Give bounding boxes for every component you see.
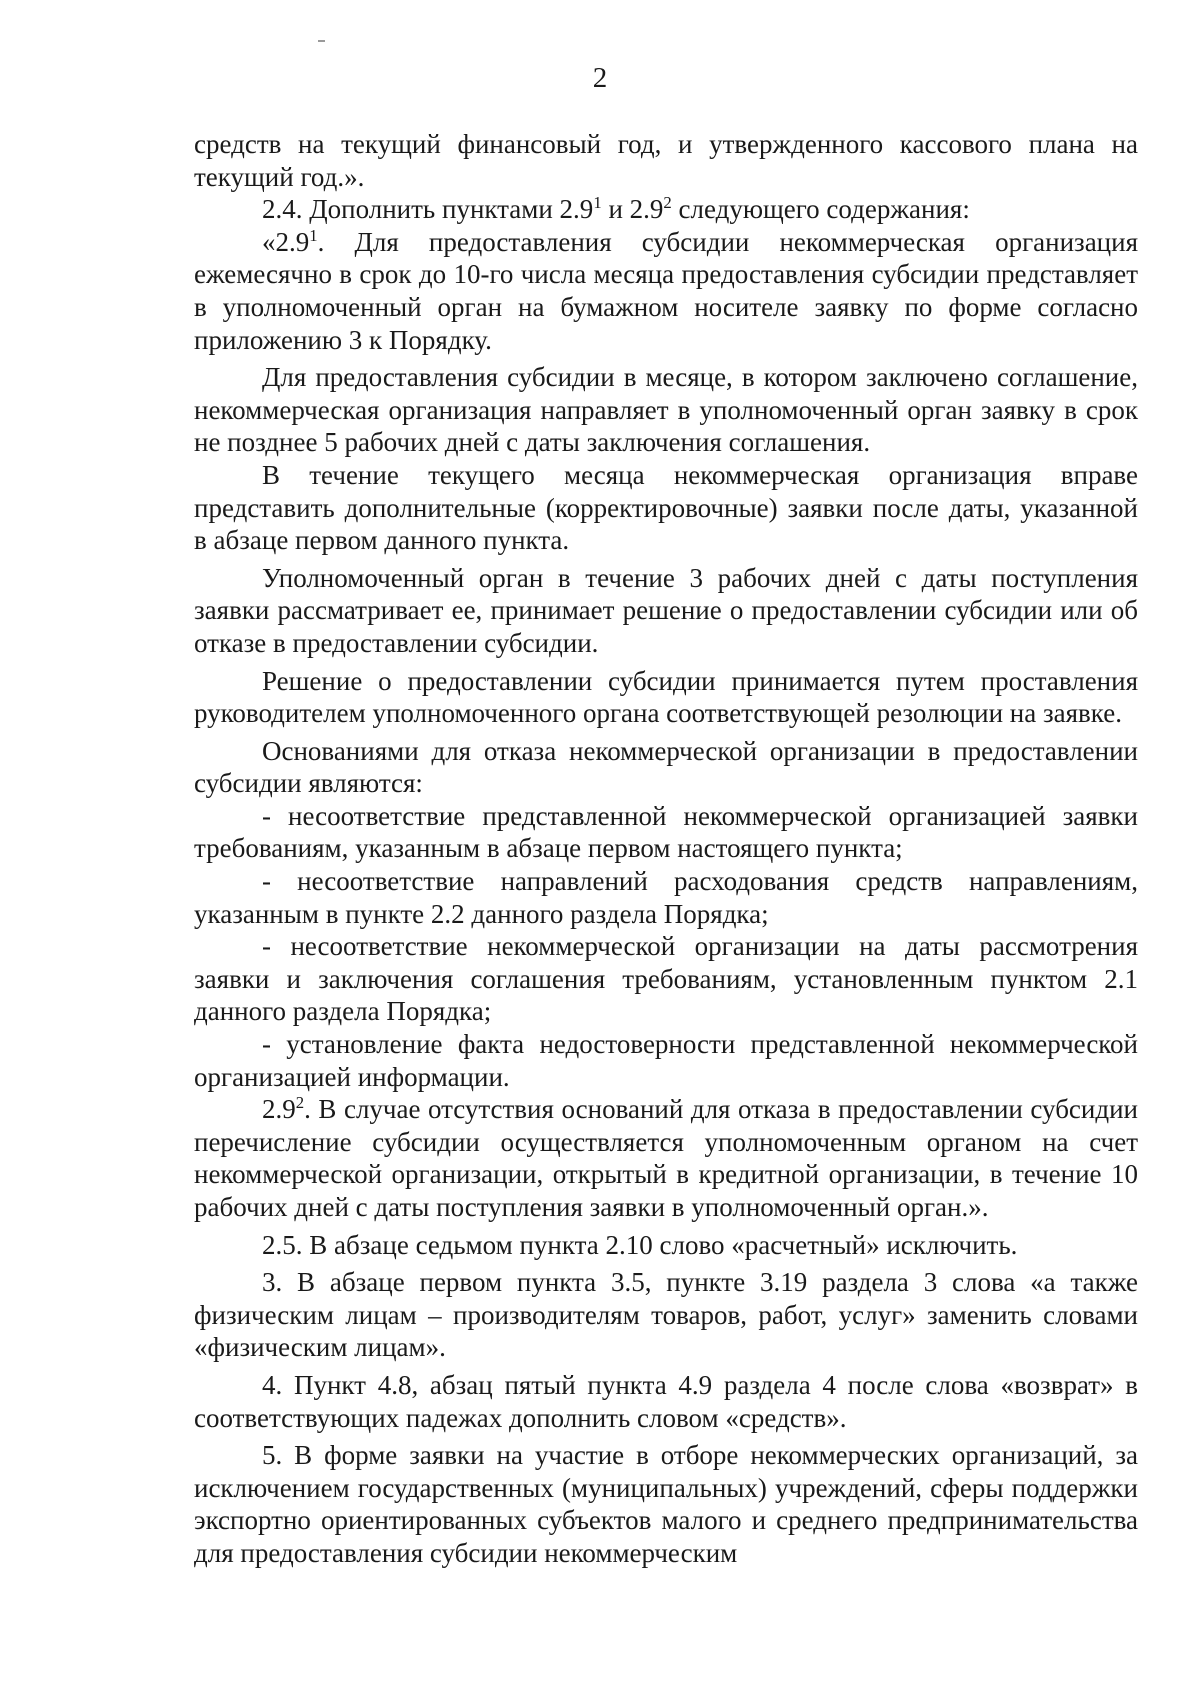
text-run: . В случае отсутствия оснований для отказа в предоставлении субсидии перечисление субсидии осуществляется уполномоченным органом на счет некоммерческой организации, открытый в кредитной организации, в течение 10 рабочих дней с даты поступления заявки в уполномоченный орган.». bbox=[194, 1094, 1138, 1222]
paragraph: Основаниями для отказа некоммерческой организации в предоставлении субсидии являются: bbox=[194, 735, 1138, 799]
superscript: 2 bbox=[663, 193, 672, 213]
paragraph-2-9-2 bbox=[194, 1093, 1138, 1223]
paragraph: Решение о предоставлении субсидии принимается путем проставления руководителем уполномоченного органа соответствующей резолюции на заявке. bbox=[194, 665, 1138, 729]
paragraph-3: 3. В абзаце первом пункта 3.5, пункте 3.19 раздела 3 слова «а также физическим лицам – производителям товаров, работ, услуг» заменить словами «физическим лицам». bbox=[194, 1267, 1138, 1363]
superscript: 1 bbox=[593, 193, 602, 213]
text-run: и 2.9 bbox=[601, 194, 664, 225]
paragraph: Уполномоченный орган в течение 3 рабочих дней с даты поступления заявки рассматривает ее, принимает решение о предоставлении субсидии или об отказе в предоставлении субсидии. bbox=[194, 562, 1138, 658]
document-body bbox=[194, 128, 1138, 1570]
text-run: . Для предоставления субсидии некоммерческая организация ежемесячно в срок до 10-го числа месяца предоставления субсидии представляет в уполномоченный орган на бумажном носителе заявку по форме согласно приложению 3 к Порядку. bbox=[194, 226, 1138, 355]
paragraph-5: 5. В форме заявки на участие в отборе некоммерческих организаций, за исключением государственных (муниципальных) учреждений, сферы поддержки экспортно ориентированных субъектов малого и среднего предпринимательства для предоставления субсидии некоммерческим bbox=[194, 1440, 1138, 1568]
superscript: 2 bbox=[295, 1093, 305, 1113]
scan-speck bbox=[318, 40, 325, 42]
paragraph: В течение текущего месяца некоммерческая организация вправе представить дополнительные (корректировочные) заявки после даты, указанной в абзаце первом данного пункта. bbox=[194, 459, 1138, 556]
text-run: «2.9 bbox=[262, 226, 310, 257]
text-run: 2.9 bbox=[262, 1094, 296, 1125]
text-run: следующего содержания: bbox=[671, 194, 970, 225]
list-item: - установление факта недостоверности представленной некоммерческой организацией информации. bbox=[194, 1029, 1138, 1092]
list-item: - несоответствие направлений расходования средств направлениям, указанным в пункте 2.2 данного раздела Порядка; bbox=[194, 866, 1138, 929]
superscript: 1 bbox=[309, 225, 318, 245]
list-item: - несоответствие некоммерческой организации на даты рассмотрения заявки и заключения соглашения требованиям, установленным пунктом 2.1 данного раздела Порядка; bbox=[194, 931, 1138, 1027]
list-item: - несоответствие представленной некоммерческой организацией заявки требованиям, указанным в абзаце первом настоящего пункта; bbox=[194, 800, 1138, 864]
text-run: 2.4. Дополнить пунктами 2.9 bbox=[262, 194, 594, 225]
paragraph-2-9-1 bbox=[194, 226, 1138, 356]
paragraph-2-5: 2.5. В абзаце седьмом пункта 2.10 слово «расчетный» исключить. bbox=[262, 1229, 1018, 1260]
page-number: 2 bbox=[592, 62, 608, 94]
paragraph-continuation: средств на текущий финансовый год, и утвержденного кассового плана на текущий год.». bbox=[194, 129, 1138, 192]
paragraph: Для предоставления субсидии в месяце, в котором заключено соглашение, некоммерческая организация направляет в уполномоченный орган заявку в срок не позднее 5 рабочих дней с даты заключения соглашения. bbox=[194, 362, 1138, 458]
paragraph-2-4 bbox=[194, 193, 1138, 226]
paragraph-4: 4. Пункт 4.8, абзац пятый пункта 4.9 раздела 4 после слова «возврат» в соответствующих падежах дополнить словом «средств». bbox=[194, 1369, 1138, 1433]
